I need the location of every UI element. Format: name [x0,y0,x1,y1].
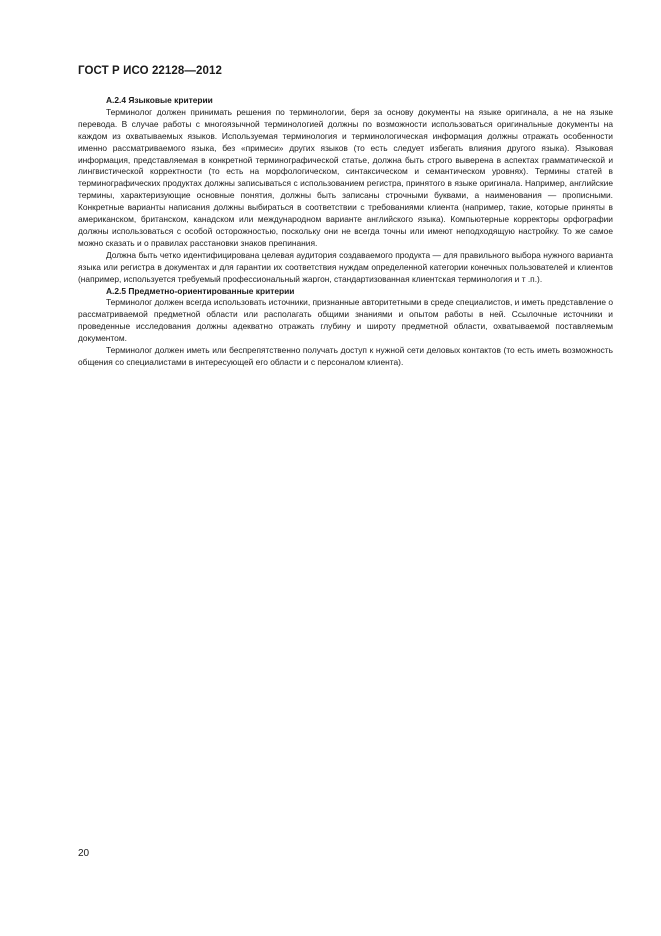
paragraph: Терминолог должен принимать решения по терминологии, беря за основу документы на языке оригинала, а не на языке перевода. В случае работы с многоязычной терминологией должны по возможности использоваться оригинальные документы на каждом из охватываемых языков. Используемая терминология и терминологическая информация должны отражать особенности именно рассматриваемого языка, без «примеси» других языков (то есть следует избегать влияния другого языка). Языковая информация, представляемая в конкретной терминографической статье, должна быть строго выверена в аспектах грамматической и лингвистической корректности (то есть на морфологическом, синтаксическом и семантическом уровнях). Термины статей в терминографических продуктах должны записываться с использованием регистра, принятого в языке оригинала. Например, английские термины, характеризующие основные понятия, должны быть записаны строчными буквами, а наименования — прописными. Конкретные варианты написания должны выбираться в соответствии с требованиями клиента (например, такие, которые приняты в американском, британском, канадском или международном варианте английского языка). Компьютерные корректоры орфографии должны использоваться с особой осторожностью, поскольку они не всегда точны или имеют неподходящую настройку. То же самое можно сказать и о правилах расстановки знаков препинания. [78,106,613,248]
standard-header: ГОСТ Р ИСО 22128—2012 [78,65,223,77]
page-number: 20 [78,848,90,859]
paragraph: Терминолог должен всегда использовать источники, признанные авторитетными в среде специалистов, и иметь представление о рассматриваемой предметной области или располагать общими знаниями и опытом работы в ней. Ссылочные источники и проведенные исследования должны адекватно отражать глубину и широту предметной области, охватываемой поставляемым документом. [78,297,613,344]
section-title: А.2.4 Языковые критерии [106,95,213,105]
paragraph: Терминолог должен иметь или беспрепятственно получать доступ к нужной сети деловых контактов (то есть иметь возможность общения со специалистами в интересующей его области и с персоналом клиента). [78,345,613,367]
page-content [78,95,613,369]
section-title: А.2.5 Предметно-ориентированные критерии [106,285,295,296]
paragraph: Должна быть четко идентифицирована целевая аудитория создаваемого продукта — для правильного выбора нужного варианта языка или регистра в документах и для гарантии их соответствия нуждам определенной категории конечных пользователей и клиентов (например, используется требуемый профессиональный жаргон, стандартизованная клиентская терминология и т .п.). [78,249,613,284]
